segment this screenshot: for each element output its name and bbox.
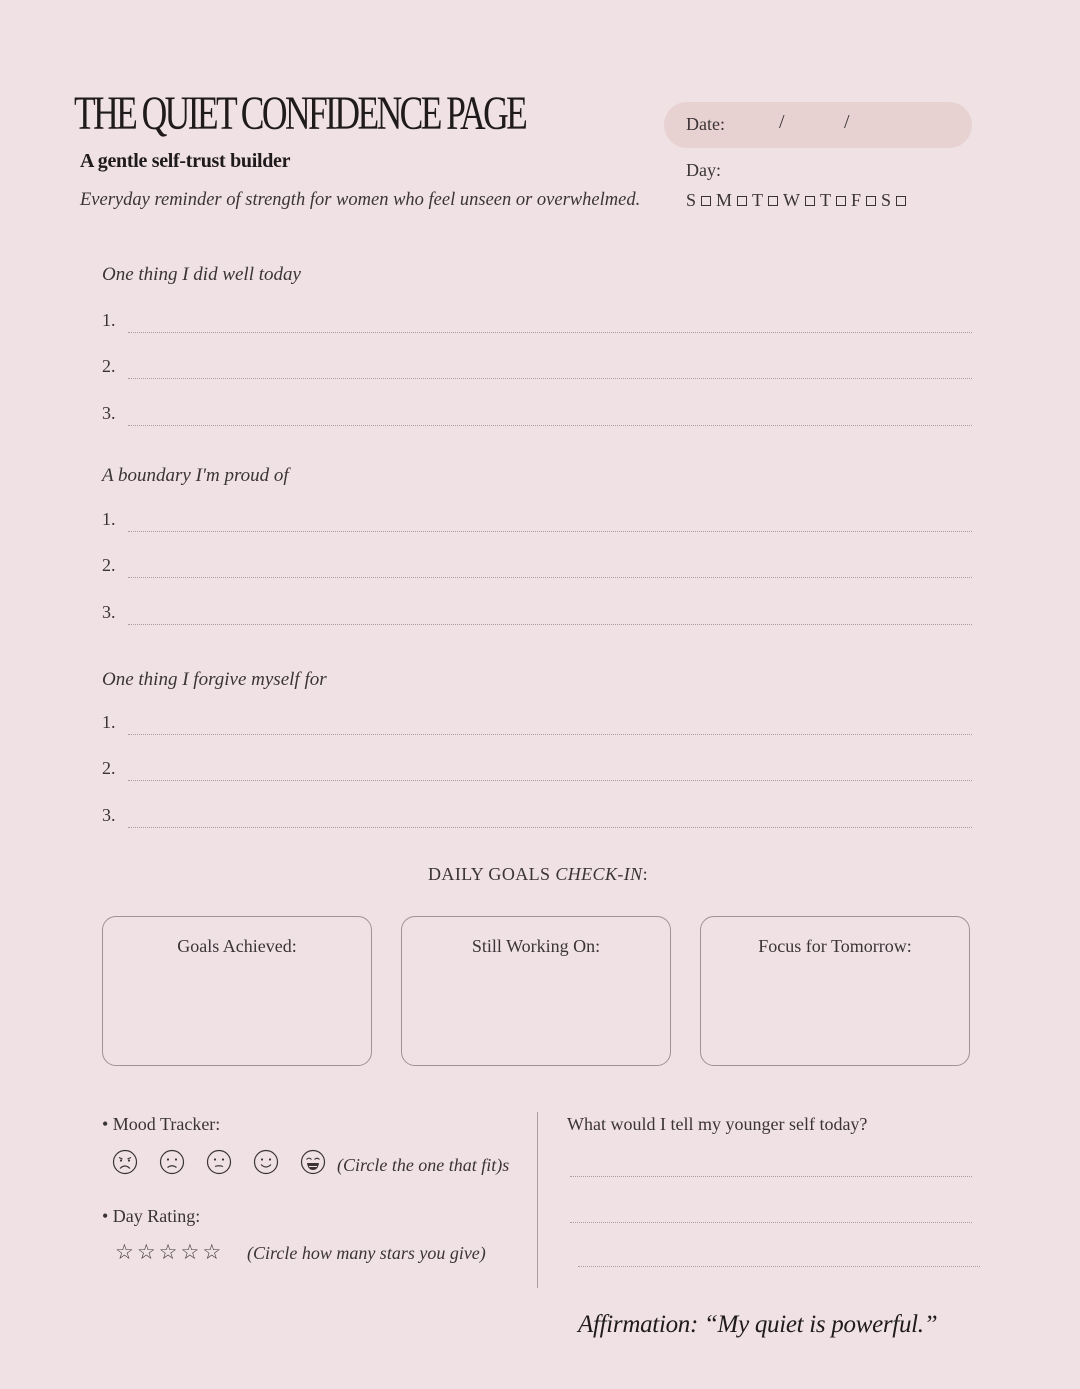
page-subtitle: A gentle self-trust builder (80, 150, 291, 172)
goals-heading: DAILY GOALS CHECK-IN: (428, 864, 648, 884)
day-option-sunday[interactable]: S (686, 190, 711, 211)
line-rule (128, 624, 972, 625)
day-option-monday[interactable]: M (716, 190, 747, 211)
checkbox-icon[interactable] (866, 196, 876, 206)
goal-box-title: Focus for Tomorrow: (758, 936, 912, 956)
day-option-thursday[interactable]: T (820, 190, 846, 211)
column-divider (537, 1112, 538, 1288)
line-number: 3. (102, 805, 116, 825)
line-number: 1. (102, 712, 116, 732)
line-rule (128, 734, 972, 735)
goal-box-title: Goals Achieved: (177, 936, 297, 956)
checkbox-icon[interactable] (768, 196, 778, 206)
rating-note: (Circle how many stars you give) (247, 1243, 486, 1263)
page-tagline: Everyday reminder of strength for women who feel unseen or overwhelmed. (80, 190, 641, 210)
goals-achieved-box[interactable] (102, 916, 372, 1066)
page-title: THE QUIET CONFIDENCE PAGE (74, 87, 526, 140)
checkbox-icon[interactable] (896, 196, 906, 206)
line-rule (128, 531, 972, 532)
writing-line[interactable] (102, 349, 972, 379)
writing-line[interactable] (102, 303, 972, 333)
mood-tracker-label: • Mood Tracker: (102, 1114, 221, 1134)
section-heading-did-well: One thing I did well today (102, 264, 301, 285)
day-option-tuesday[interactable]: T (752, 190, 778, 211)
line-number: 2. (102, 356, 116, 376)
day-option-saturday[interactable]: S (881, 190, 906, 211)
star-icon[interactable]: ☆ (115, 1240, 134, 1264)
writing-line[interactable] (102, 548, 972, 578)
writing-line[interactable] (578, 1266, 980, 1267)
checkbox-icon[interactable] (701, 196, 711, 206)
day-option-friday[interactable]: F (851, 190, 876, 211)
laughing-face-icon[interactable] (300, 1149, 326, 1175)
line-rule (128, 425, 972, 426)
day-selector (686, 190, 906, 211)
line-rule (128, 780, 972, 781)
goal-box-title: Still Working On: (471, 936, 601, 956)
star-icon[interactable]: ☆ (180, 1240, 200, 1264)
date-separator: / (844, 111, 850, 133)
section-heading-boundary: A boundary I'm proud of (102, 465, 289, 486)
writing-line[interactable] (102, 705, 972, 735)
day-rating-label: • Day Rating: (102, 1206, 201, 1226)
checkbox-icon[interactable] (805, 196, 815, 206)
writing-line[interactable] (570, 1222, 972, 1223)
line-number: 3. (102, 403, 116, 423)
line-rule (128, 827, 972, 828)
checkbox-icon[interactable] (737, 196, 747, 206)
sad-face-icon[interactable] (159, 1149, 185, 1175)
writing-line[interactable] (102, 396, 972, 426)
star-icon[interactable]: ☆ (158, 1240, 178, 1264)
affirmation-text: Affirmation: “My quiet is powerful.” (578, 1311, 938, 1338)
mood-note: (Circle the one that fit)s (337, 1155, 510, 1175)
writing-line[interactable] (102, 595, 972, 625)
line-rule (128, 577, 972, 578)
writing-line[interactable] (102, 502, 972, 532)
checkbox-icon[interactable] (836, 196, 846, 206)
line-number: 1. (102, 509, 116, 529)
line-number: 2. (102, 555, 116, 575)
still-working-on-box[interactable] (401, 916, 671, 1066)
star-rating (115, 1240, 221, 1264)
line-number: 3. (102, 602, 116, 622)
writing-line[interactable] (102, 798, 972, 828)
line-rule (128, 332, 972, 333)
line-number: 1. (102, 310, 116, 330)
date-field[interactable] (664, 102, 972, 148)
writing-line[interactable] (102, 751, 972, 781)
younger-self-question: What would I tell my younger self today? (567, 1114, 868, 1134)
neutral-face-icon[interactable] (206, 1149, 232, 1175)
day-option-wednesday[interactable]: W (783, 190, 815, 211)
date-separator: / (779, 111, 785, 133)
very-sad-face-icon[interactable] (112, 1149, 138, 1175)
section-heading-forgive: One thing I forgive myself for (102, 669, 327, 690)
day-label: Day: (686, 160, 721, 180)
focus-tomorrow-box[interactable] (700, 916, 970, 1066)
line-rule (128, 378, 972, 379)
star-icon[interactable]: ☆ (136, 1240, 156, 1264)
star-icon[interactable]: ☆ (202, 1240, 222, 1264)
date-label: Date: (686, 114, 725, 134)
smile-face-icon[interactable] (253, 1149, 279, 1175)
writing-line[interactable] (570, 1176, 972, 1177)
line-number: 2. (102, 758, 116, 778)
mood-faces (112, 1149, 326, 1175)
